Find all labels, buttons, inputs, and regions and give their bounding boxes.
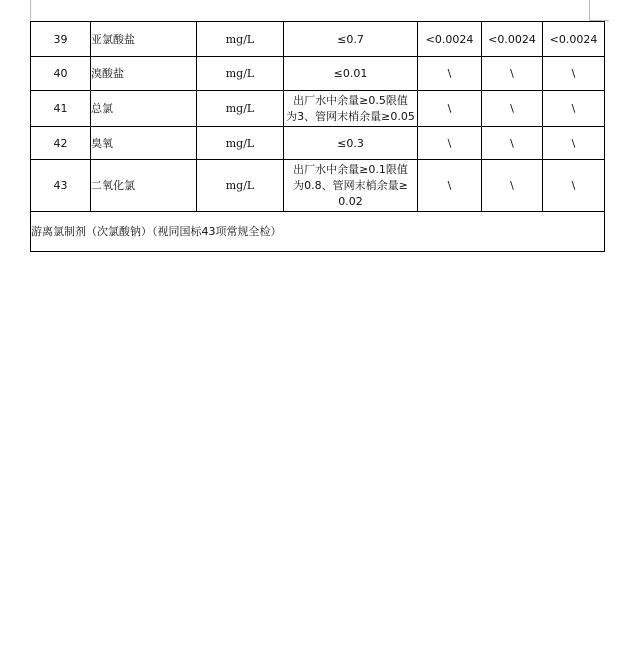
item-number: 43 [31, 160, 91, 212]
result-cell: \ [418, 91, 482, 127]
result-cell: \ [418, 160, 482, 212]
item-number: 40 [31, 57, 91, 91]
item-name: 总氯 [91, 91, 197, 127]
result-cell: \ [543, 91, 605, 127]
item-name: 亚氯酸盐 [91, 22, 197, 57]
item-number: 41 [31, 91, 91, 127]
result-cell: \ [482, 127, 543, 160]
table-row [31, 160, 605, 212]
table-row [31, 91, 605, 127]
result-cell: \ [543, 160, 605, 212]
limit-line: 为0.8、管网末梢余量≥ [293, 178, 408, 192]
limit-line: ≤0.7 [337, 32, 364, 46]
item-unit: mg/L [197, 57, 284, 91]
table-row [31, 127, 605, 160]
corner-mark-left-vertical [30, 0, 31, 20]
item-unit: mg/L [197, 91, 284, 127]
table-row [31, 212, 605, 252]
item-name: 臭氧 [91, 127, 197, 160]
limit-line: 0.02 [338, 194, 363, 208]
item-limit [284, 127, 418, 160]
item-name: 二氧化氯 [91, 160, 197, 212]
result-cell: \ [482, 57, 543, 91]
item-limit [284, 57, 418, 91]
item-unit: mg/L [197, 22, 284, 57]
item-unit: mg/L [197, 160, 284, 212]
item-limit [284, 91, 418, 127]
result-cell: <0.0024 [543, 22, 605, 57]
result-cell: \ [482, 160, 543, 212]
limit-line: ≤0.01 [333, 67, 368, 80]
item-name: 溴酸盐 [91, 57, 197, 91]
table-row [31, 22, 605, 57]
result-cell: <0.0024 [418, 22, 482, 57]
result-cell: \ [418, 57, 482, 91]
table-row [31, 57, 605, 91]
result-cell: \ [543, 57, 605, 91]
result-cell: \ [482, 91, 543, 127]
item-number: 42 [31, 127, 91, 160]
limit-line: 为3、管网末梢余量≥0.05 [286, 109, 415, 123]
item-limit [284, 160, 418, 212]
water-quality-table [30, 21, 605, 252]
item-limit [284, 22, 418, 57]
limit-line: 出厂水中余量≥0.1限值 [293, 162, 408, 176]
result-cell: \ [543, 127, 605, 160]
result-cell: \ [418, 127, 482, 160]
corner-mark-right-vertical [589, 0, 590, 20]
table-note: 游离氯制剂（次氯酸钠）（视同国标43项常规全检） [31, 212, 605, 252]
result-cell: <0.0024 [482, 22, 543, 57]
item-number: 39 [31, 22, 91, 57]
limit-line: ≤0.3 [337, 136, 364, 150]
item-unit: mg/L [197, 127, 284, 160]
limit-line: 出厂水中余量≥0.5限值 [293, 93, 408, 107]
